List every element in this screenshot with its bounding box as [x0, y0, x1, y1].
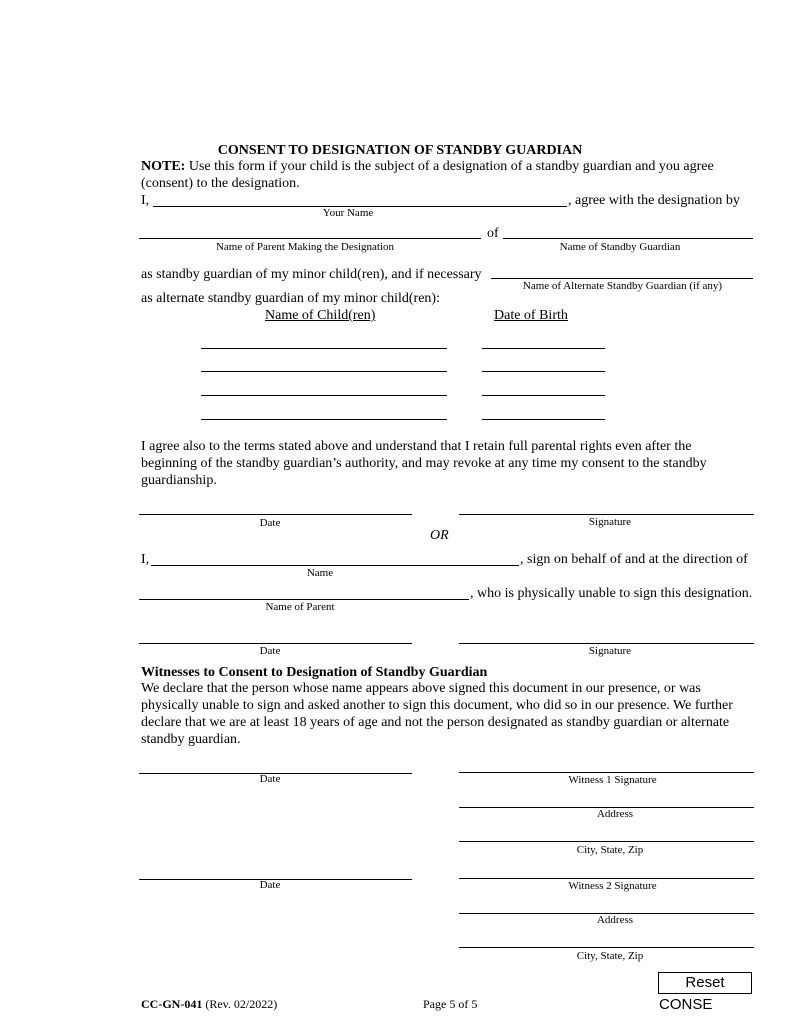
behalf-name-caption: Name — [306, 567, 334, 579]
behalf-signature-caption: Signature — [588, 645, 632, 657]
witness1-city-field[interactable] — [459, 841, 754, 842]
note-paragraph — [141, 158, 756, 192]
child-name-field-1[interactable] — [201, 348, 447, 349]
or-separator: OR — [430, 528, 449, 543]
behalf-sign-text: , sign on behalf of and at the direction of — [520, 552, 748, 567]
witnesses-declaration: We declare that the person whose name appears above signed this document in our presence, or was physically unable to sign and asked another to sign this document, who did so in our presence. We further declare that we are at least 18 years of age and not the person designated as standby guardian or alternate standby guardian. — [141, 681, 733, 747]
note-label: NOTE: — [141, 159, 186, 174]
child-name-field-3[interactable] — [201, 395, 447, 396]
consent-signature-field[interactable] — [459, 514, 754, 515]
witness1-city-caption: City, State, Zip — [576, 844, 644, 856]
form-id — [141, 997, 277, 1012]
consent-signature-caption: Signature — [588, 516, 632, 528]
behalf-i-prefix: I, — [141, 552, 150, 567]
dob-header: Date of Birth — [494, 308, 568, 323]
agreement-paragraph: I agree also to the terms stated above and understand that I retain full parental rights even after the beginning of the standby guardian’s authority, and may revoke at any time my consent to the standby guardianship. — [141, 439, 707, 488]
witness2-signature-caption: Witness 2 Signature — [568, 880, 657, 892]
agree-text: , agree with the designation by — [568, 193, 740, 208]
child-dob-field-1[interactable] — [482, 348, 605, 349]
witness2-address-caption: Address — [596, 914, 634, 926]
child-dob-field-3[interactable] — [482, 395, 605, 396]
behalf-parent-field[interactable] — [139, 599, 469, 600]
form-number: CC-GN-041 — [141, 997, 203, 1011]
behalf-parent-caption: Name of Parent — [265, 601, 335, 613]
reset-button[interactable]: Reset — [658, 972, 752, 994]
parent-name-field[interactable] — [139, 238, 481, 239]
footer-cut-text: CONSE — [659, 996, 713, 1013]
behalf-signature-field[interactable] — [459, 643, 754, 644]
child-dob-field-4[interactable] — [482, 419, 605, 420]
of-text: of — [487, 226, 499, 241]
witness1-date-caption: Date — [259, 773, 281, 785]
form-revision: (Rev. 02/2022) — [202, 997, 278, 1011]
alternate-guardian-caption: Name of Alternate Standby Guardian (if any) — [522, 280, 723, 292]
parent-caption: Name of Parent Making the Designation — [215, 241, 395, 253]
witness2-date-caption: Date — [259, 879, 281, 891]
children-header: Name of Child(ren) — [265, 308, 376, 323]
witness1-address-caption: Address — [596, 808, 634, 820]
behalf-date-caption: Date — [259, 645, 281, 657]
standby-guardian-field[interactable] — [503, 238, 753, 239]
behalf-date-field[interactable] — [139, 643, 412, 644]
witnesses-heading: Witnesses to Consent to Designation of Standby Guardian — [141, 665, 488, 680]
your-name-caption: Your Name — [322, 207, 374, 219]
witness2-city-caption: City, State, Zip — [576, 950, 644, 962]
behalf-unable-text: , who is physically unable to sign this designation. — [470, 586, 753, 601]
witness2-city-field[interactable] — [459, 947, 754, 948]
child-name-field-4[interactable] — [201, 419, 447, 420]
page-title: CONSENT TO DESIGNATION OF STANDBY GUARDIAN — [217, 143, 583, 158]
note-text: Use this form if your child is the subject of a designation of a standby guardian and you agree (consent) to the designation. — [141, 159, 714, 191]
alternate-text: as alternate standby guardian of my minor child(ren): — [141, 291, 440, 306]
witness2-signature-field[interactable] — [459, 878, 754, 879]
standby-guardian-caption: Name of Standby Guardian — [559, 241, 681, 253]
behalf-name-field[interactable] — [151, 565, 519, 566]
minor-children-text: as standby guardian of my minor child(ren), and if necessary — [141, 267, 482, 282]
witness1-signature-caption: Witness 1 Signature — [568, 774, 657, 786]
page-number: Page 5 of 5 — [423, 997, 478, 1011]
child-dob-field-2[interactable] — [482, 371, 605, 372]
child-name-field-2[interactable] — [201, 371, 447, 372]
consent-i-prefix: I, — [141, 193, 150, 208]
alternate-guardian-field[interactable] — [491, 278, 753, 279]
witness1-signature-field[interactable] — [459, 772, 754, 773]
consent-date-field[interactable] — [139, 514, 412, 515]
consent-date-caption: Date — [259, 517, 281, 529]
